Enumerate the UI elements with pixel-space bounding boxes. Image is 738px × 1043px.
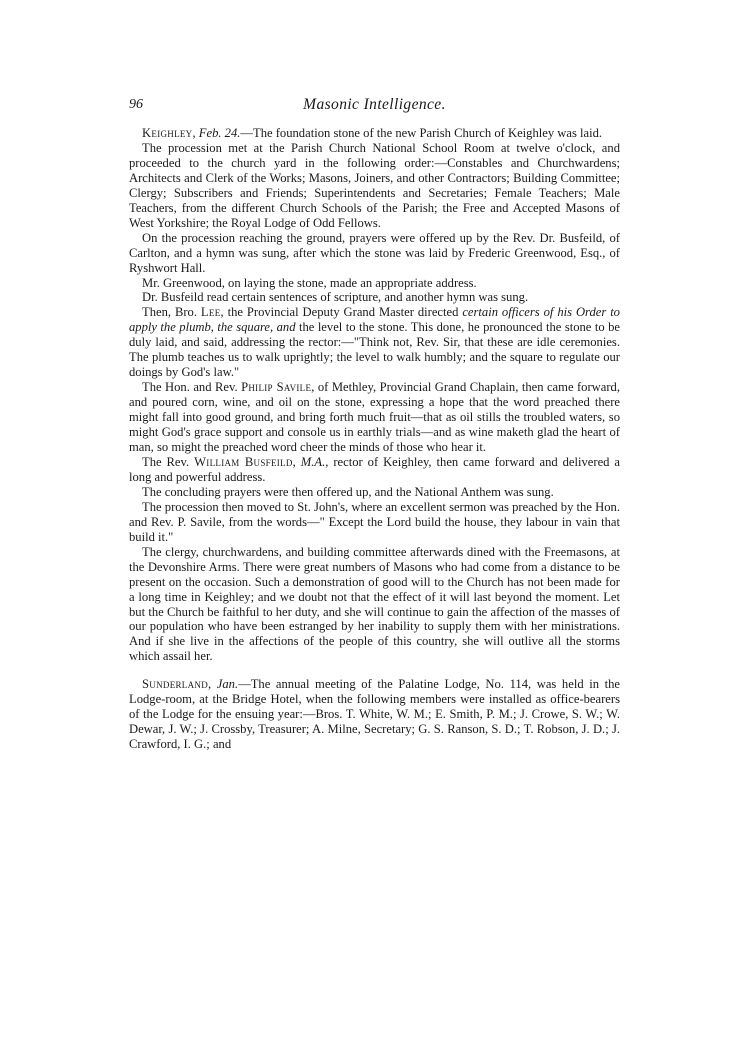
page-header [129,96,620,116]
paragraph-palatine-lodge: Sunderland, Jan.—The annual meeting of the Palatine Lodge, No. 114, was held in the Lodge-room, at the Bridge Hotel, when the following members were installed as office-bearers of the Lodge for the ensuing year:—Bros. T. White, W. M.; E. Smith, P. M.; J. Crowe, S. W.; W. Dewar, J. W.; J. Crossby, Treasurer; A. Milne, Secretary; G. S. Ranson, S. D.; T. Robson, J. D.; J. Crawford, I. G.; and [129,677,621,752]
text-segment: , [292,454,301,469]
text-segment: The Rev. [142,454,195,469]
paragraph-procession-order: The procession met at the Parish Church National School Room at twelve o'clock, and proceeded to the church yard in the following order:—Constables and Churchwardens; Architects and Clerk of the Works; Masons, Joiners, and other Contractors; Building Committee; Clergy; Subscribers and Friends; Superintendents and Secretaries; Female Teachers; Male Teachers, from the different Church Schools of the Parish; the Free and Accepted Masons of West Yorkshire; the Royal Lodge of Odd Fellows. [129,140,620,230]
page-number: 96 [129,97,143,112]
paragraph-savile-chaplain [129,380,620,455]
text-segment: the level to the stone. This done, he pronounced the stone to be duly laid, and said, addressing the rector:—"Think not, Rev. Sir, that these are idle ceremonies. The plumb teaches us to walk uprightly; the level to walk humbly; and the square to regulate our doings by God's law." [129,320,620,380]
person-name-lee: Lee [200,305,221,320]
text-segment: , rector of Keighley, then came forward and delivered a long and powerful address. [129,454,621,484]
paragraph-greenwood-address: Mr. Greenwood, on laying the stone, made an appropriate address. [142,275,477,290]
paragraph-busfeild-scripture: Dr. Busfeild read certain sentences of scripture, and another hymn was sung. [142,290,529,305]
person-name-savile: Philip Savile [241,380,312,395]
paragraph-national-anthem: The concluding prayers were then offered up, and the National Anthem was sung. [142,484,554,499]
person-name-busfeild: William Busfeild [194,454,293,469]
place-name: Keighley [142,126,193,140]
article-keighley [129,126,620,664]
italic-text-segment: certain officers of his Order to apply the plumb, the square, and [129,305,620,335]
text-segment: , of Methley, Provincial Grand Chaplain, then came forward, and poured corn, wine, and oil on the stone, expressing a hope that the word preached there might fall into good ground, and bring forth much fruit—that as oil stills the troubled waters, so might God's grace support and console us in earthly trials—and as wine maketh glad the heart of man, so might the preached word cheer the minds of those who hear it. [129,380,620,455]
place-name: Sunderland [142,677,208,692]
article-sunderland [129,677,620,752]
paragraph-busfeild-address [129,455,620,485]
paragraph-text: —The foundation stone of the new Parish Church of Keighley was laid. [240,126,603,140]
text-segment: The Hon. and Rev. [142,380,242,395]
paragraph-lee-ceremony [129,305,620,380]
article-date: Jan. [216,677,239,692]
academic-degree: M.A. [300,454,326,469]
text-segment: Then, Bro. [142,305,201,320]
paragraph-prayers: On the procession reaching the ground, prayers were offered up by the Rev. Dr. Busfeild, of Carlton, and a hymn was sung, after which the stone was laid by Frederic Greenwood, Esq., of Ryshwort Hall. [129,230,620,275]
paragraph-text: —The annual meeting of the Palatine Lodge, No. 114, was held in the Lodge-room, at the Bridge Hotel, when the following members were installed as office-bearers of the Lodge for the ensuing year:—Bros. T. White, W. M.; E. Smith, P. M.; J. Crowe, S. W.; W. Dewar, J. W.; J. Crossby, Treasurer; A. Milne, Secretary; G. S. Ranson, S. D.; T. Robson, J. D.; J. Crawford, I. G.; and [129,677,621,752]
paragraph-st-johns-sermon: The procession then moved to St. John's, where an excellent sermon was preached by the Hon. and Rev. P. Savile, from the words—" Except the Lord build the house, they labour in vain that build it." [129,499,620,544]
paragraph-dinner: The clergy, churchwardens, and building committee afterwards dined with the Freemasons, at the Devonshire Arms. There were great numbers of Masons who had come from a distance to be present on the occasion. Such a demonstration of good will to the Church has not been made for a long time in Keighley; and we doubt not that the effect of it will last beyond the moment. Let but the Church be faithful to her duty, and she will continue to gain the affection of the masses of our population who have been estranged by her inability to supply them with her ministrations. And if she live in the affections of the people of this country, she will outlive all the storms which assail her. [129,544,620,664]
text-segment: , the Provincial Deputy Grand Master directed [220,305,463,320]
running-title: Masonic Intelligence. [303,96,446,113]
paragraph-foundation-stone: Keighley, Feb. 24.—The foundation stone of the new Parish Church of Keighley was laid. [142,126,603,140]
book-page [129,96,620,752]
article-date: Feb. 24. [198,126,241,140]
